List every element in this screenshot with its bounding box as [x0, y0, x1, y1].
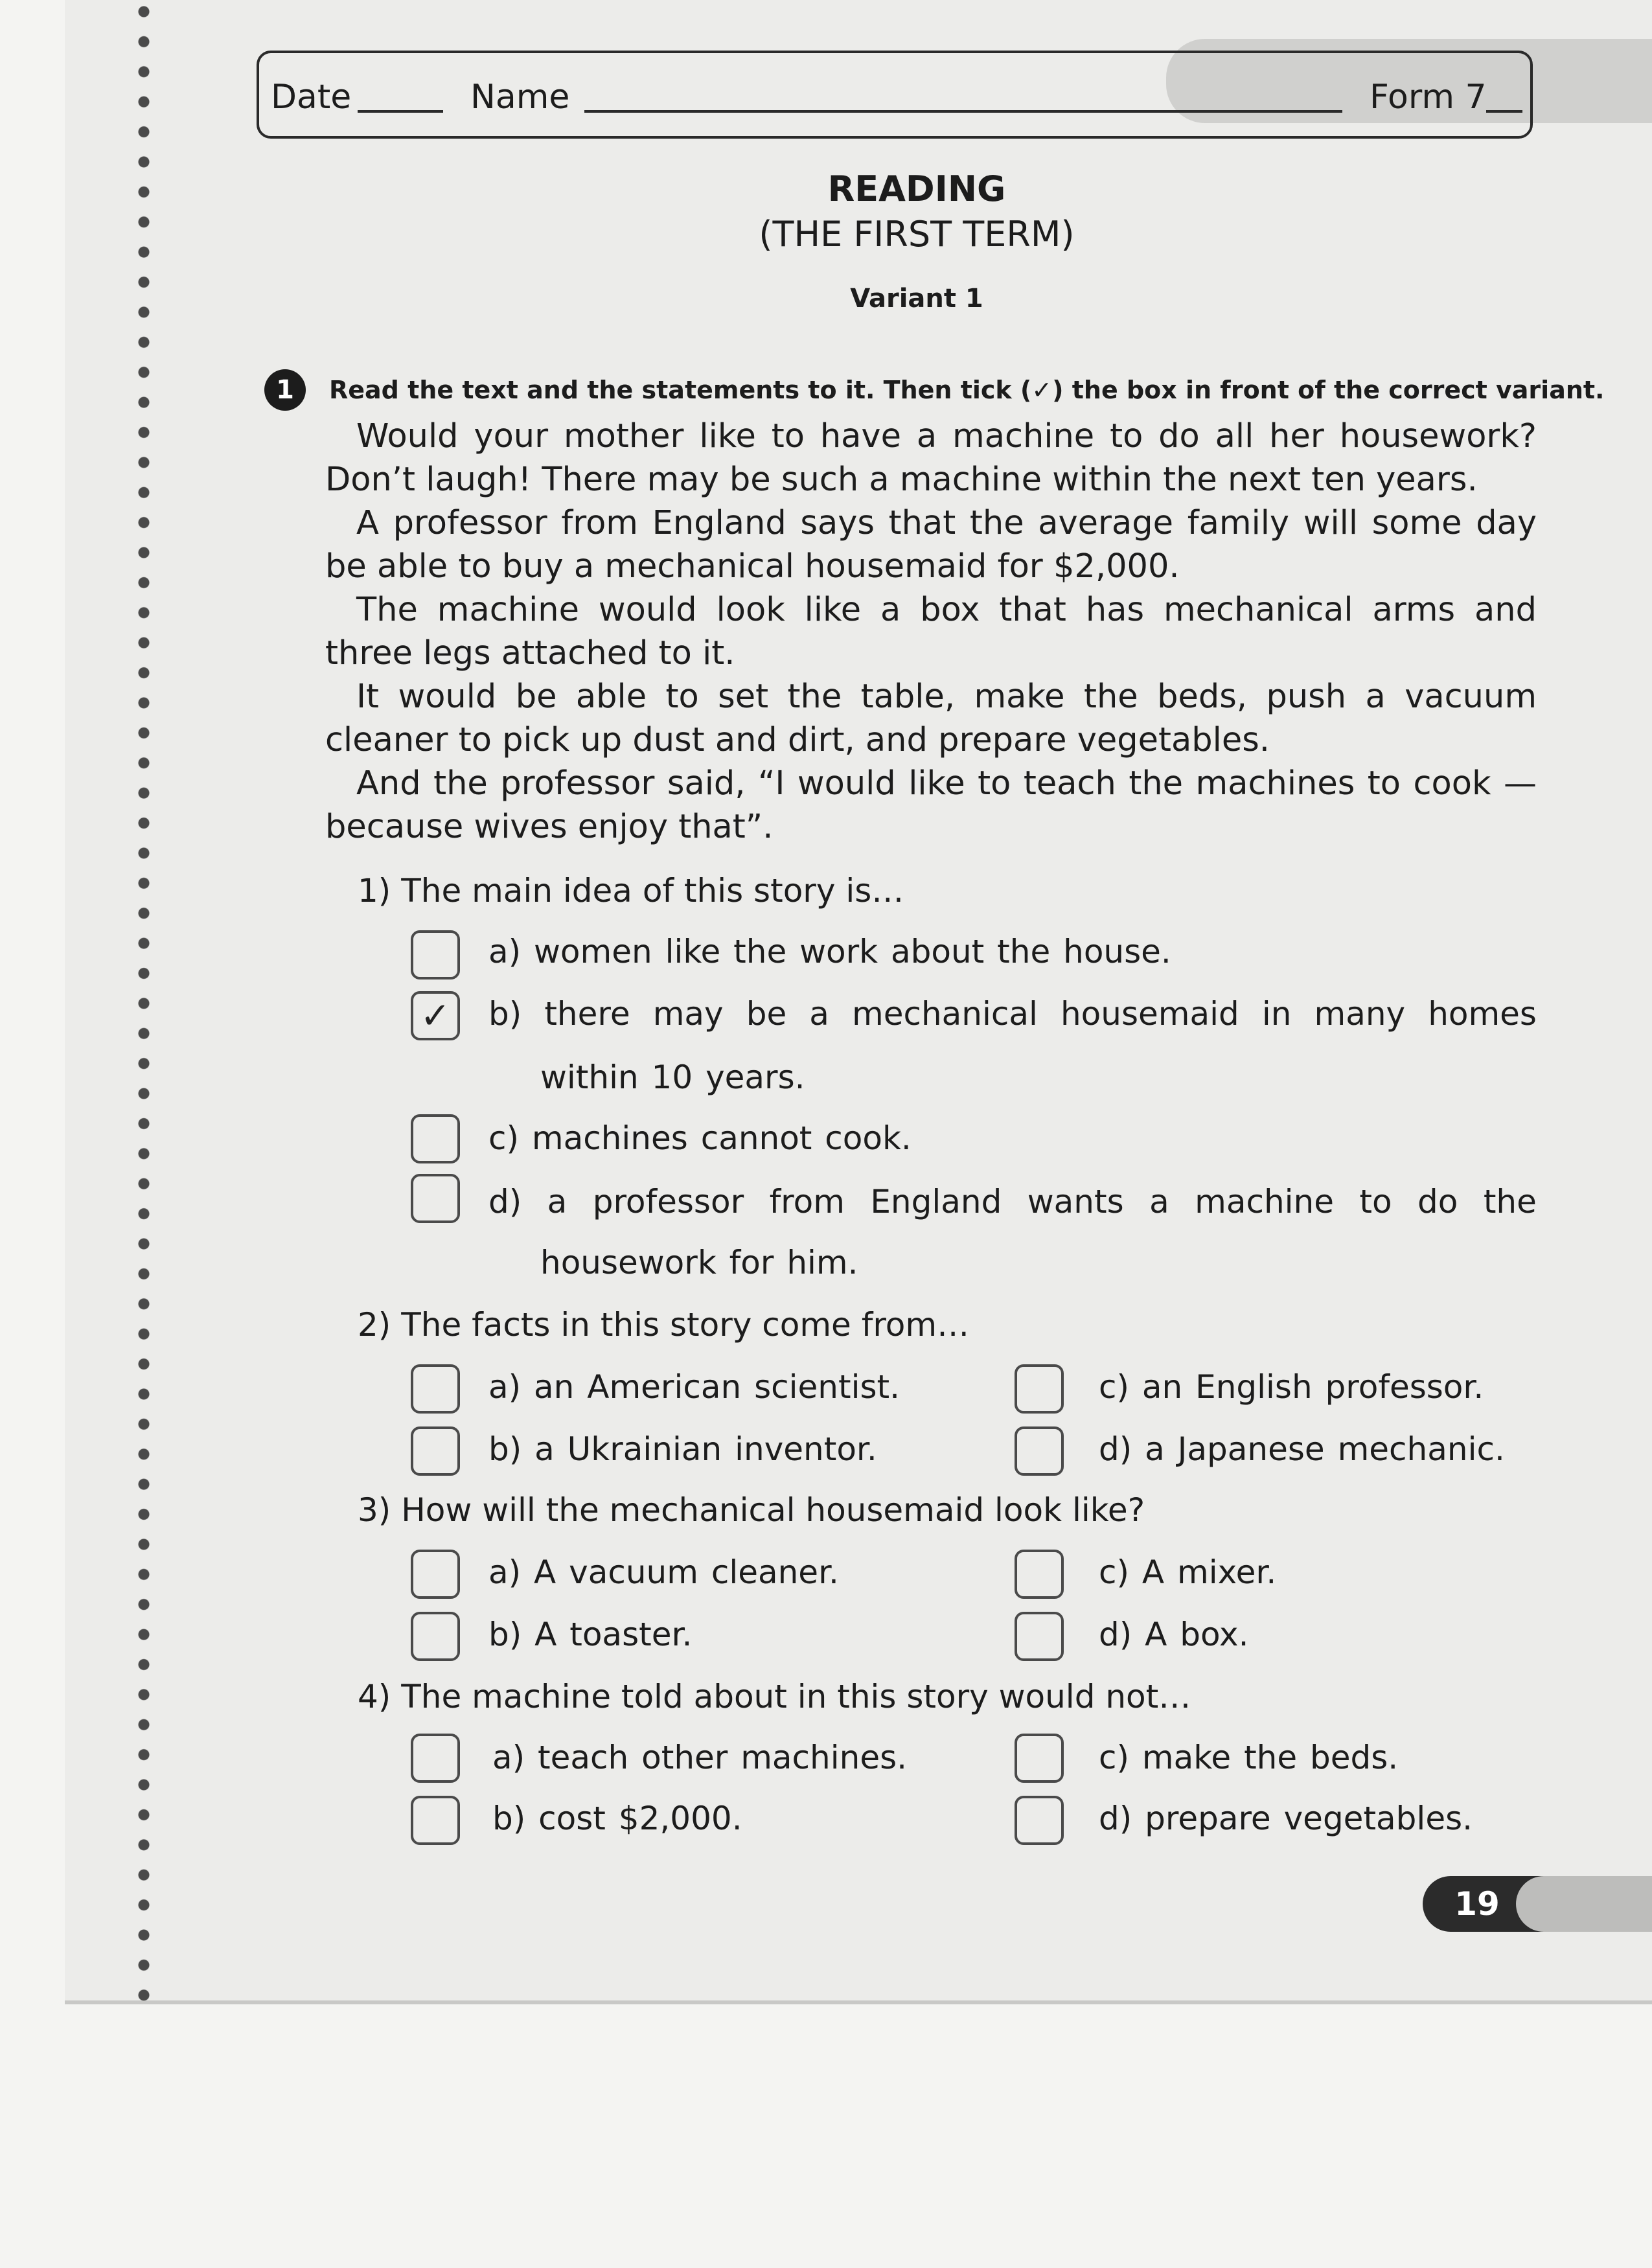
q2-c-text: c) an English professor. [1099, 1368, 1484, 1406]
word: mechanical [852, 995, 1038, 1033]
word: homes [1428, 995, 1537, 1033]
word: do [1417, 1183, 1458, 1220]
passage-paragraph: A professor from England says that the average family will some day be able to buy a mechanical housemaid for $2,000. [325, 504, 1537, 586]
word: a [547, 1183, 568, 1220]
q3-b-text: b) A toaster. [488, 1616, 693, 1653]
task-instruction [264, 369, 1605, 411]
word: be [746, 995, 787, 1033]
q2-a-text: a) an American scientist. [488, 1368, 901, 1406]
passage-paragraph: Would your mother like to have a machine to do all her housework? Don’t laugh! There may be such a machine within the next ten years. [325, 417, 1537, 499]
q3-a-checkbox[interactable] [411, 1550, 460, 1599]
word: there [544, 995, 630, 1033]
q3-c-checkbox[interactable] [1015, 1550, 1064, 1599]
word: a [809, 995, 829, 1033]
q1-d-text [488, 1183, 1537, 1220]
q2-c-checkbox[interactable] [1015, 1364, 1064, 1414]
tick-icon: ✓ [1031, 376, 1053, 404]
q3-b-checkbox[interactable] [411, 1612, 460, 1661]
date-field[interactable] [358, 79, 443, 113]
q1-d-text-cont: housework for him. [540, 1244, 858, 1281]
q3-a-text: a) A vacuum cleaner. [488, 1553, 839, 1591]
q4-a-checkbox[interactable] [411, 1734, 460, 1783]
word: a [1149, 1183, 1169, 1220]
q1-a-checkbox[interactable] [411, 930, 460, 979]
question-3: 3) How will the mechanical housemaid look like? [358, 1491, 1145, 1529]
q1-c-text: c) machines cannot cook. [488, 1119, 912, 1157]
page-number-tab-edge [1516, 1876, 1652, 1932]
q1-d-checkbox[interactable] [411, 1174, 460, 1223]
page-title: READING [827, 168, 1006, 209]
date-label: Date [271, 78, 352, 117]
q1-a-text: a) women like the work about the house. [488, 933, 1171, 970]
word: machine [1195, 1183, 1334, 1220]
checkmark-icon: ✓ [420, 994, 451, 1037]
q2-b-checkbox[interactable] [411, 1426, 460, 1476]
name-label: Name [470, 78, 570, 117]
word: professor [592, 1183, 744, 1220]
form-field[interactable] [1486, 79, 1522, 113]
q4-b-checkbox[interactable] [411, 1796, 460, 1845]
word: may [652, 995, 724, 1033]
page-edge [65, 2000, 1652, 2004]
word: from [769, 1183, 845, 1220]
passage-paragraph: It would be able to set the table, make the beds, push a vacuum cleaner to pick up dust and dirt, and prepare vegetables. [325, 678, 1537, 759]
task-number-badge: 1 [264, 369, 306, 411]
q4-a-text: a) teach other machines. [492, 1739, 908, 1776]
word: to [1359, 1183, 1392, 1220]
header-box [257, 51, 1533, 139]
question-2: 2) The facts in this story come from… [358, 1306, 970, 1344]
q2-d-text: d) a Japanese mechanic. [1099, 1430, 1505, 1468]
q3-c-text: c) A mixer. [1099, 1553, 1277, 1591]
word: in [1261, 995, 1292, 1033]
q1-b-checkbox[interactable] [411, 991, 460, 1040]
instruction-text-after: ) the box in front of the correct variant. [1052, 376, 1605, 404]
q2-b-text: b) a Ukrainian inventor. [488, 1430, 877, 1468]
q1-c-checkbox[interactable] [411, 1114, 460, 1163]
q4-d-checkbox[interactable] [1015, 1796, 1064, 1845]
reading-passage [325, 415, 1537, 849]
name-field[interactable] [584, 79, 1342, 113]
q3-d-text: d) A box. [1099, 1616, 1249, 1653]
q4-c-checkbox[interactable] [1015, 1734, 1064, 1783]
passage-paragraph: And the professor said, “I would like to teach the machines to cook — because wives enjoy that”. [325, 764, 1537, 846]
word: d) [488, 1183, 522, 1220]
q3-d-checkbox[interactable] [1015, 1612, 1064, 1661]
q1-b-text [488, 995, 1537, 1033]
question-4: 4) The machine told about in this story would not… [358, 1678, 1191, 1715]
instruction-text-before: Read the text and the statements to it. Then tick ( [329, 376, 1032, 404]
passage-paragraph: The machine would look like a box that has mechanical arms and three legs attached to it. [325, 591, 1537, 672]
q2-a-checkbox[interactable] [411, 1364, 460, 1414]
word: wants [1027, 1183, 1124, 1220]
q4-c-text: c) make the beds. [1099, 1739, 1399, 1776]
question-1: 1) The main idea of this story is… [358, 872, 904, 910]
page-subtitle: (THE FIRST TERM) [759, 214, 1075, 255]
word: England [870, 1183, 1002, 1220]
word: the [1483, 1183, 1537, 1220]
q4-b-text: b) cost $2,000. [492, 1800, 742, 1837]
word: b) [488, 995, 522, 1033]
variant-label: Variant 1 [850, 284, 983, 314]
word: housemaid [1060, 995, 1239, 1033]
q1-b-text-cont: within 10 years. [540, 1059, 805, 1096]
q2-d-checkbox[interactable] [1015, 1426, 1064, 1476]
form-label: Form 7 [1370, 78, 1487, 117]
q4-d-text: d) prepare vegetables. [1099, 1800, 1473, 1837]
page-number: 19 [1454, 1885, 1500, 1923]
word: many [1314, 995, 1406, 1033]
